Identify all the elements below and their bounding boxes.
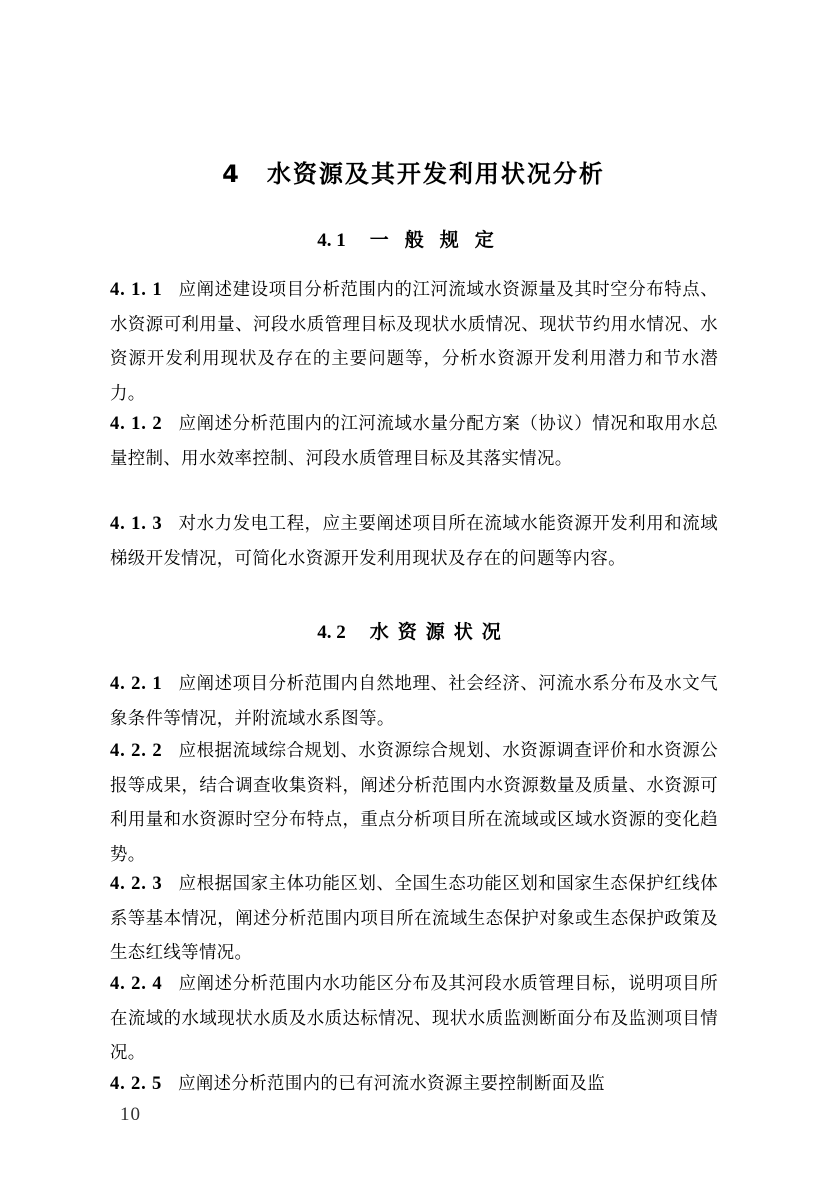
section-title-4-2 <box>0 616 827 649</box>
clause-text: 对水力发电工程，应主要阐述项目所在流域水能资源开发利用和流域梯级开发情况，可简化水资源开发利用现状及存在的问题等内容。 <box>110 514 718 569</box>
clause-4-2-2 <box>110 734 718 872</box>
section-title-text: 水资源状况 <box>369 621 510 643</box>
clause-number: 4. 1. 1 <box>110 279 163 300</box>
chapter-title-text: 水资源及其开发利用状况分析 <box>266 160 605 188</box>
clause-text: 应阐述建设项目分析范围内的江河流域水资源量及其时空分布特点、水资源可利用量、河段水质管理目标及现状水质情况、现状节约用水情况、水资源开发利用现状及存在的主要问题等，分析水资源开发利用潜力和节水潜力。 <box>110 280 718 404</box>
section-number: 4. 1 <box>317 230 346 251</box>
page-number: 10 <box>120 1104 141 1125</box>
clause-4-1-1 <box>110 273 718 411</box>
clause-4-2-4 <box>110 967 718 1071</box>
clause-text: 应阐述分析范围内的已有河流水资源主要控制断面及监 <box>178 1074 606 1094</box>
chapter-number: 4 <box>222 160 241 188</box>
clause-number: 4. 2. 4 <box>110 973 163 994</box>
clause-text: 应根据国家主体功能区划、全国生态功能区划和国家生态保护红线体系等基本情况，阐述分析范围内项目所在流域生态保护对象或生态保护政策及生态红线等情况。 <box>110 874 718 963</box>
clause-4-2-5 <box>110 1067 718 1102</box>
chapter-title <box>0 154 827 194</box>
clause-number: 4. 2. 2 <box>110 740 163 761</box>
clause-4-1-3 <box>110 507 718 576</box>
section-title-text: 一般规定 <box>369 229 510 251</box>
clause-4-1-2 <box>110 407 718 476</box>
clause-text: 应阐述分析范围内的江河流域水量分配方案（协议）情况和取用水总量控制、用水效率控制、河段水质管理目标及其落实情况。 <box>110 414 718 469</box>
clause-number: 4. 2. 1 <box>110 673 163 694</box>
clause-number: 4. 1. 3 <box>110 513 163 534</box>
clause-text: 应阐述分析范围内水功能区分布及其河段水质管理目标，说明项目所在流域的水域现状水质及水质达标情况、现状水质监测断面分布及监测项目情况。 <box>110 974 718 1063</box>
clause-number: 4. 1. 2 <box>110 413 163 434</box>
clause-number: 4. 2. 5 <box>110 1073 163 1094</box>
clause-4-2-1 <box>110 667 718 736</box>
clause-text: 应阐述项目分析范围内自然地理、社会经济、河流水系分布及水文气象条件等情况，并附流域水系图等。 <box>110 674 718 729</box>
section-title-4-1 <box>0 224 827 257</box>
section-number: 4. 2 <box>317 622 346 643</box>
clause-text: 应根据流域综合规划、水资源综合规划、水资源调查评价和水资源公报等成果，结合调查收集资料，阐述分析范围内水资源数量及质量、水资源可利用量和水资源时空分布特点，重点分析项目所在流域或区域水资源的变化趋势。 <box>110 741 718 865</box>
clause-4-2-3 <box>110 867 718 971</box>
clause-number: 4. 2. 3 <box>110 873 163 894</box>
